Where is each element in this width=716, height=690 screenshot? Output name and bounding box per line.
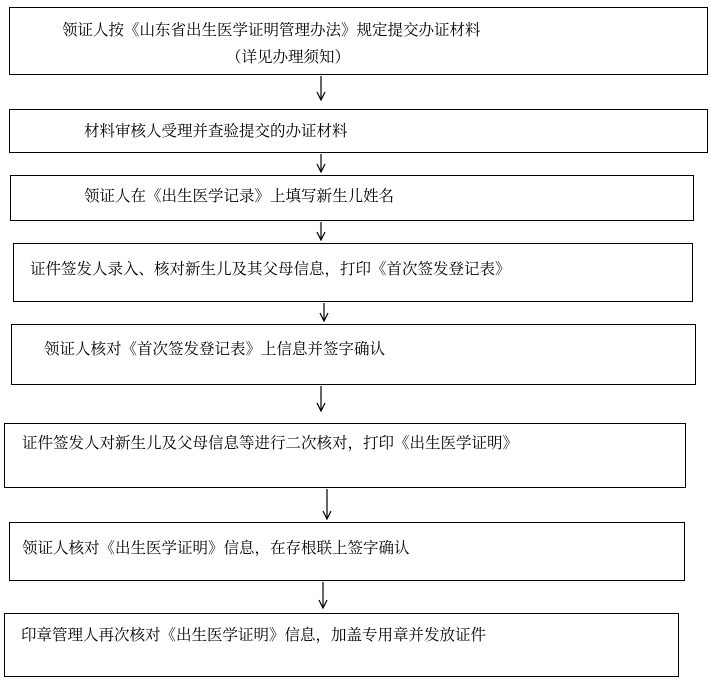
step-6-text: 证件签发人对新生儿及父母信息等进行二次核对，打印《出生医学证明》	[22, 434, 519, 452]
step-1-box	[9, 7, 708, 75]
step-5-text: 领证人核对《首次签发登记表》上信息并签字确认	[44, 340, 386, 358]
step-7-text: 领证人核对《出生医学证明》信息，在存根联上签字确认	[22, 539, 410, 557]
step-8-box	[4, 613, 679, 677]
step-1-note: （详见办理须知）	[226, 48, 351, 66]
step-2-text: 材料审核人受理并查验提交的办证材料	[84, 122, 348, 140]
step-1-text: 领证人按《山东省出生医学证明管理办法》规定提交办证材料	[62, 21, 481, 39]
step-3-text: 领证人在《出生医学记录》上填写新生儿姓名	[84, 187, 395, 205]
step-4-text: 证件签发人录入、核对新生儿及其父母信息，打印《首次签发登记表》	[30, 260, 511, 278]
step-8-text: 印章管理人再次核对《出生医学证明》信息，加盖专用章并发放证件	[21, 626, 487, 644]
